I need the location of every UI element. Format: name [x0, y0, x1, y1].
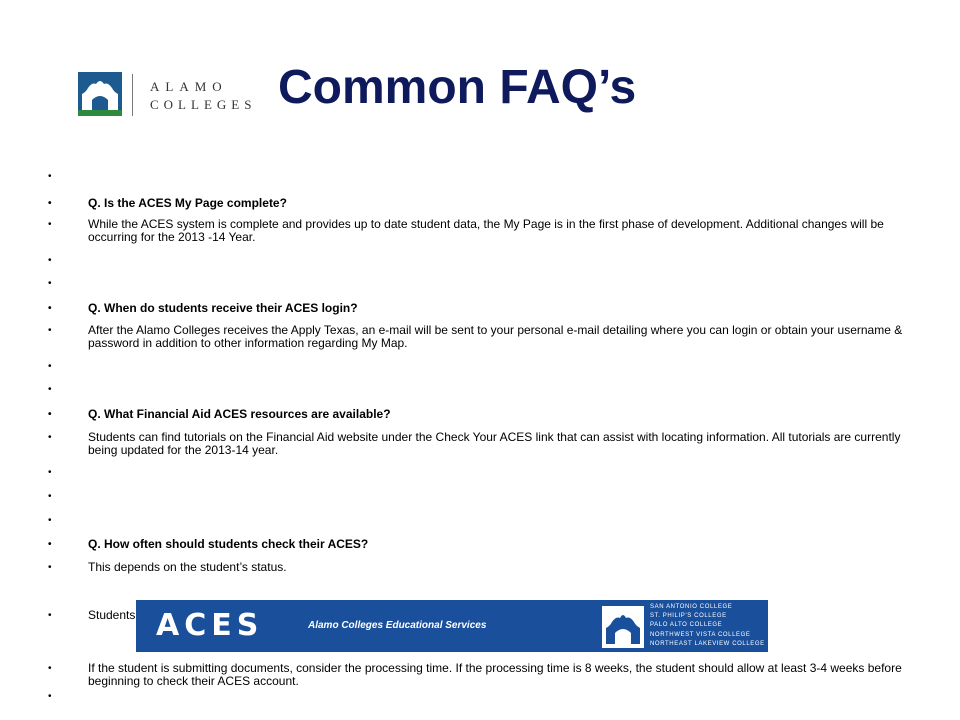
- college-name: NORTHWEST VISTA COLLEGE: [650, 631, 751, 638]
- college-name: PALO ALTO COLLEGE: [650, 622, 723, 629]
- faq-question: • Q. Is the ACES My Page complete?: [88, 197, 908, 210]
- faq-answer: • Students: [88, 609, 908, 622]
- college-list: [650, 603, 765, 649]
- arch-logo-icon: [602, 606, 644, 648]
- aces-brand: ACES: [156, 608, 264, 643]
- faq-answer: • After the Alamo Colleges receives the Apply Texas, an e-mail will be sent to your personal e-mail detailing where you can login or obtain your username & password in addition to other information regarding My Map.: [88, 324, 908, 350]
- faq-answer: • This depends on the student’s status.: [88, 561, 908, 574]
- faq-answer: • If the student is submitting documents, consider the processing time. If the processing time is 8 weeks, the student should allow at least 3-4 weeks before beginning to check their ACES account.: [88, 662, 908, 688]
- college-name: SAN ANTONIO COLLEGE: [650, 604, 733, 610]
- aces-banner: [136, 600, 768, 652]
- page-title: Common FAQ’s: [278, 61, 637, 114]
- faq-answer: • Students can find tutorials on the Financial Aid website under the Check Your ACES link that can assist with locating information. All tutorials are currently being updated for the 2013-14 year.: [88, 431, 908, 457]
- logo-word-colleges: COLLEGES: [150, 97, 257, 112]
- faq-answer: • While the ACES system is complete and provides up to date student data, the My Page is in the first phase of development. Additional changes will be occurring for the 2013 -14 Year.: [88, 218, 908, 244]
- college-name: NORTHEAST LAKEVIEW COLLEGE: [650, 640, 765, 647]
- faq-question: • Q. When do students receive their ACES login?: [88, 302, 908, 315]
- faq-question: • Q. How often should students check their ACES?: [88, 538, 908, 551]
- logo-word-alamo: ALAMO: [150, 79, 228, 94]
- college-name: ST. PHILIP’S COLLEGE: [650, 613, 727, 620]
- faq-question: • Q. What Financial Aid ACES resources are available?: [88, 408, 908, 421]
- aces-subtitle: Alamo Colleges Educational Services: [308, 620, 487, 631]
